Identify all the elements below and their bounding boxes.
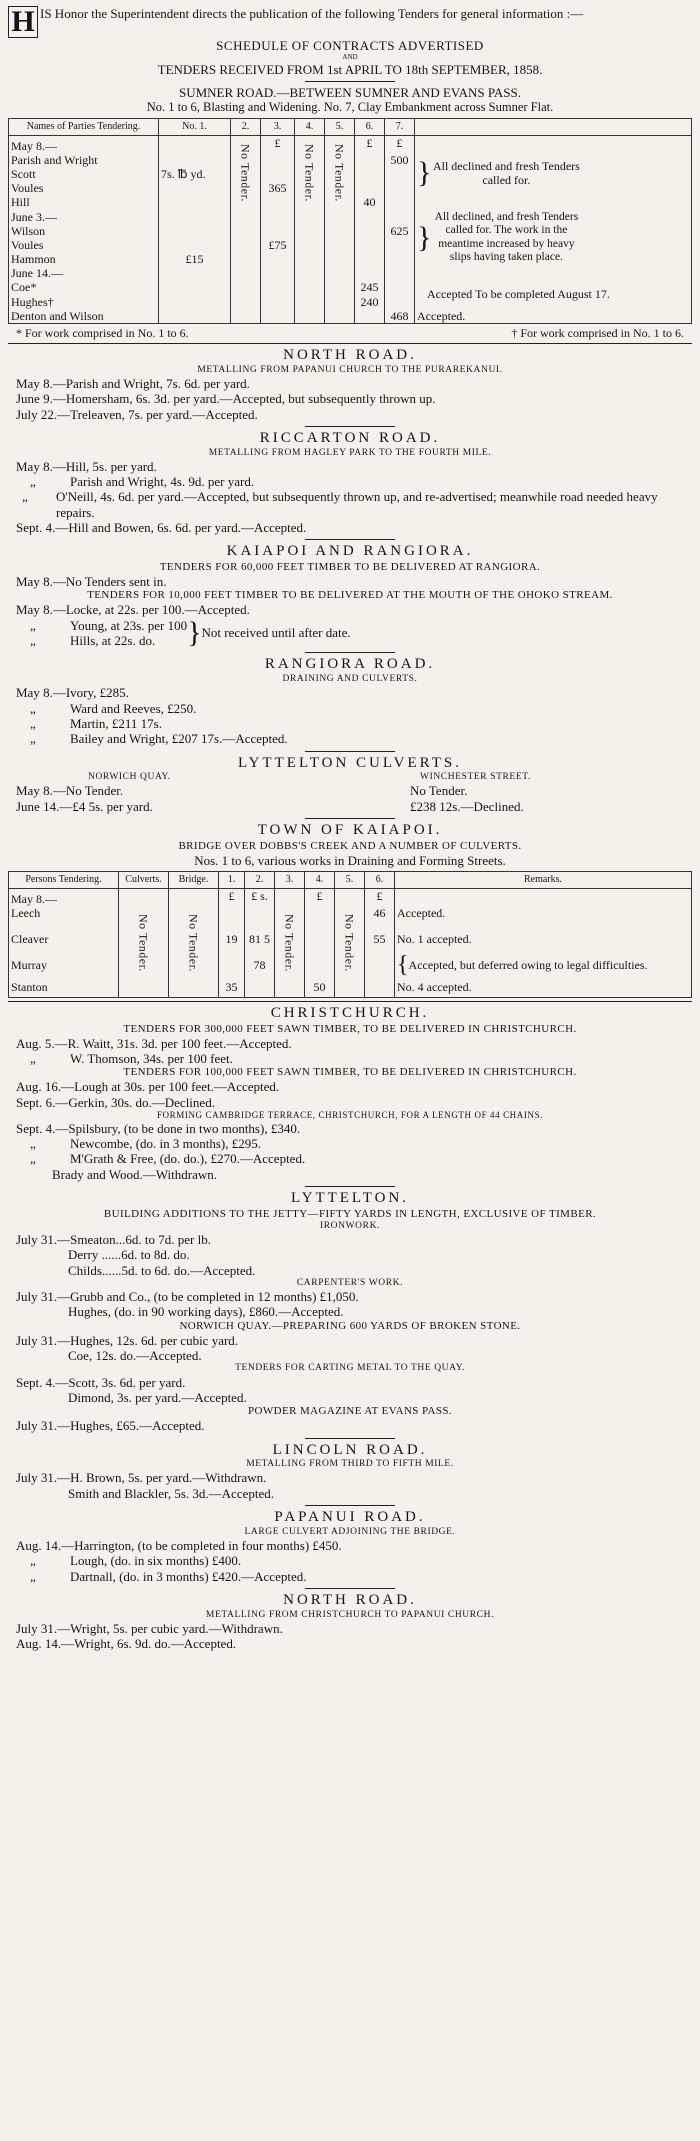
divider <box>305 1588 395 1589</box>
tender-line: July 31.—Grubb and Co., (to be completed in 12 months) £1,050. <box>16 1289 359 1305</box>
sumner-subtitle: No. 1 to 6, Blasting and Widening. No. 7, Clay Embankment across Sumner Flat. <box>146 100 554 115</box>
section-sub: BUILDING ADDITIONS TO THE JETTY—FIFTY YARDS IN LENGTH, EXCLUSIVE OF TIMBER. <box>103 1207 597 1220</box>
table-row: Voules 365 <box>9 181 692 195</box>
section-title: LINCOLN ROAD. <box>272 1441 428 1458</box>
tender-line: May 8.—Locke, at 22s. per 100.—Accepted. <box>16 602 250 618</box>
section-sub: CARPENTER'S WORK. <box>296 1277 404 1288</box>
tender-line: July 31.—Hughes, £65.—Accepted. <box>16 1418 205 1434</box>
section-sub: Nos. 1 to 6, various works in Draining and Forming Streets. <box>194 852 506 868</box>
table-row: Leech 46 Accepted. <box>9 906 692 928</box>
section-sub: TENDERS FOR 100,000 FEET SAWN TIMBER, TO BE DELIVERED IN CHRISTCHURCH. <box>123 1066 577 1079</box>
col-header: Names of Parties Tendering. <box>9 118 159 135</box>
section-sub: METALLING FROM HAGLEY PARK TO THE FOURTH MILE. <box>208 447 492 458</box>
sumner-title: SUMNER ROAD.—BETWEEN SUMNER AND EVANS PASS. <box>178 84 522 100</box>
tender-line: July 22.—Treleaven, 7s. per yard.—Accepted. <box>16 406 258 422</box>
sumner-table <box>8 118 692 324</box>
table-row: Murray 78 { Accepted, but deferred owing to legal difficulties. <box>9 950 692 980</box>
sumner-footnotes: * For work comprised in No. 1 to 6. † For work comprised in No. 1 to 6. <box>16 325 684 340</box>
tender-line: Aug. 14.—Wright, 6s. 9d. do.—Accepted. <box>16 1636 237 1652</box>
section-sub: NORWICH QUAY.—PREPARING 600 YARDS OF BROKEN STONE. <box>179 1319 521 1332</box>
section-sub: TENDERS FOR 300,000 FEET SAWN TIMBER, TO BE DELIVERED IN CHRISTCHURCH. <box>123 1022 577 1035</box>
table-row: May 8.— No Tender. No Tender. £ £ s. No Tender. £ No Tender. £ <box>9 888 692 906</box>
tender-line: July 31.—Wright, 5s. per cubic yard.—Withdrawn. <box>16 1620 283 1636</box>
tender-line: June 14.—£4 5s. per yard. <box>16 798 153 814</box>
tender-line: Dimond, 3s. per yard.—Accepted. <box>68 1389 247 1405</box>
table-row: Voules £75 <box>9 238 692 252</box>
col-header: 6. <box>355 118 385 135</box>
remark: All declined, and fresh Tenders called for. The work in the meantime increased by heavy slips having taken place. <box>434 210 579 264</box>
divider <box>305 426 395 427</box>
table-row: May 8.— No Tender. £ No Tender. No Tender. £ £ } All declined and fresh Tenders called for. <box>9 135 692 153</box>
tender-line: Derry ......6d. to 8d. do. <box>68 1247 190 1263</box>
section-sub: POWDER MAGAZINE AT EVANS PASS. <box>247 1405 453 1418</box>
section-title: KAIAPOI AND RANGIORA. <box>226 543 474 560</box>
tender-line: Sept. 4.—Spilsbury, (to be done in two months), £340. <box>16 1120 301 1136</box>
intro-paragraph <box>8 6 692 36</box>
tender-line: May 8.—Hill, 5s. per yard. <box>16 458 157 474</box>
remark: All declined and fresh Tenders called for. <box>432 158 580 187</box>
tender-line: July 31.—Smeaton...6d. to 7d. per lb. <box>16 1231 211 1247</box>
tender-line: W. Thomson, 34s. per 100 feet. <box>70 1051 233 1067</box>
section-sub: DRAINING AND CULVERTS. <box>282 674 418 684</box>
section-sub: METALLING FROM THIRD TO FIFTH MILE. <box>246 1459 454 1470</box>
tender-line: Bailey and Wright, £207 17s.—Accepted. <box>70 731 288 747</box>
tender-line: £238 12s.—Declined. <box>410 798 524 814</box>
tender-line: Sept. 6.—Gerkin, 30s. do.—Declined. <box>16 1094 215 1110</box>
col-header: No. 1. <box>159 118 231 135</box>
brace: { <box>397 952 409 978</box>
tender-line: Coe, 12s. do.—Accepted. <box>68 1348 202 1364</box>
section-title: NORTH ROAD. <box>283 1591 417 1608</box>
section-title: RANGIORA ROAD. <box>264 656 436 673</box>
col-header: 2. <box>231 118 261 135</box>
section-sub: TENDERS FOR 60,000 FEET TIMBER TO BE DELIVERED AT RANGIORA. <box>159 561 541 574</box>
divider <box>8 343 692 344</box>
tender-line: July 31.—Hughes, 12s. 6d. per cubic yard. <box>16 1332 239 1348</box>
col-header: 5. <box>325 118 355 135</box>
section-title: LYTTELTON. <box>290 1190 410 1207</box>
tender-line: May 8.—Parish and Wright, 7s. 6d. per yard. <box>16 375 250 391</box>
schedule-received: TENDERS RECEIVED FROM 1st APRIL TO 18th SEPTEMBER, 1858. <box>157 61 543 77</box>
divider <box>305 1186 395 1187</box>
col-header: 7. <box>385 118 415 135</box>
tender-line: Childs......5d. to 6d. do.—Accepted. <box>68 1262 256 1278</box>
brace: } <box>187 615 202 649</box>
remark: Accepted. <box>415 309 692 324</box>
no-tender-vertical: No Tender. <box>238 143 253 202</box>
section-sub: LARGE CULVERT ADJOINING THE BRIDGE. <box>244 1526 456 1537</box>
tender-line: Hills, at 22s. do. <box>70 632 156 648</box>
section-title: NORTH ROAD. <box>283 346 417 363</box>
remark: Accepted To be completed August 17. <box>427 287 610 302</box>
culverts-columns: NORWICH QUAY. May 8.—No Tender. June 14.—£4 5s. per yard. WINCHESTER STREET. No Tender. £238 12s.—Declined. <box>8 772 692 814</box>
section-title: CHRISTCHURCH. <box>270 1005 430 1022</box>
tender-line: July 31.—H. Brown, 5s. per yard.—Withdrawn. <box>16 1470 267 1486</box>
schedule-and: AND <box>342 53 358 62</box>
no-tender-vertical: No Tender. <box>186 914 201 972</box>
divider <box>305 1438 395 1439</box>
town-header-row: Persons Tendering. Culverts. Bridge. 1. 2. 3. 4. 5. 6. Remarks. <box>9 872 692 889</box>
col-header: 3. <box>261 118 295 135</box>
table-row: Hammon £15 <box>9 252 692 266</box>
tender-line: Lough, (do. in six months) £400. <box>70 1553 242 1569</box>
table-row: Scott 7s. ℔ yd. <box>9 167 692 181</box>
section-sub: TENDERS FOR CARTING METAL TO THE QUAY. <box>235 1363 465 1374</box>
drop-cap: H <box>8 6 38 38</box>
table-row: Coe* 245 Accepted To be completed August 17. <box>9 280 692 294</box>
divider <box>305 1505 395 1506</box>
tender-line: „ Parish and Wright, 4s. 9d. per yard. <box>30 474 255 490</box>
divider <box>305 652 395 653</box>
schedule-title: SCHEDULE OF CONTRACTS ADVERTISED <box>216 38 484 53</box>
table-row: June 14.— <box>9 266 692 280</box>
section-sub: METALLING FROM CHRISTCHURCH TO PAPANUI CHURCH. <box>205 1609 495 1620</box>
table-row: Denton and Wilson 468 Accepted. <box>9 309 692 324</box>
note: Not received until after date. <box>201 625 351 641</box>
section-sub: BRIDGE OVER DOBBS'S CREEK AND A NUMBER OF CULVERTS. <box>178 839 522 852</box>
divider <box>305 751 395 752</box>
brace: } <box>417 155 432 189</box>
tender-line: Martin, £211 17s. <box>70 715 162 731</box>
tender-line: „ O'Neill, 4s. 6d. per yard.—Accepted, but subsequently thrown up, and re-advertised; meanwhile road needed heavy repairs. <box>22 489 658 520</box>
tender-line: June 9.—Homersham, 6s. 3d. per yard.—Accepted, but subsequently thrown up. <box>16 391 436 407</box>
tender-line: May 8.—No Tenders sent in. <box>16 574 167 590</box>
tender-line: Aug. 5.—R. Waitt, 31s. 3d. per 100 feet.—Accepted. <box>16 1035 292 1051</box>
tender-line: Ward and Reeves, £250. <box>70 700 197 716</box>
brace: } <box>417 220 432 254</box>
intro-text: IS Honor the Superintendent directs the publication of the following Tenders for general information :— <box>40 6 584 21</box>
divider <box>305 539 395 540</box>
tender-line: Sept. 4.—Scott, 3s. 6d. per yard. <box>16 1374 186 1390</box>
town-table <box>8 871 692 998</box>
section-sub: IRONWORK. <box>319 1220 381 1231</box>
section-sub: TENDERS FOR 10,000 FEET TIMBER TO BE DELIVERED AT THE MOUTH OF THE OHOKO STREAM. <box>87 589 613 602</box>
no-tender-vertical: No Tender. <box>332 143 347 202</box>
section-title: TOWN OF KAIAPOI. <box>257 822 443 839</box>
no-tender-vertical: No Tender. <box>302 143 317 202</box>
tender-line: Dartnall, (do. in 3 months) £420.—Accepted. <box>70 1568 307 1584</box>
section-title: RICCARTON ROAD. <box>259 429 441 446</box>
table-row: Hill 40 <box>9 195 692 209</box>
tender-line: Brady and Wood.—Withdrawn. <box>52 1166 217 1182</box>
tender-line: May 8.—No Tender. <box>16 783 124 799</box>
tender-line: No Tender. <box>410 783 468 799</box>
section-title: PAPANUI ROAD. <box>274 1509 426 1526</box>
no-tender-vertical: No Tender. <box>342 914 357 972</box>
table-row: Wilson 625 <box>9 224 692 238</box>
sumner-header-row <box>9 118 692 135</box>
section-title: LYTTELTON CULVERTS. <box>237 754 463 771</box>
divider <box>8 1001 692 1002</box>
table-row: Cleaver 19 81 5 55 No. 1 accepted. <box>9 928 692 950</box>
section-sub: METALLING FROM PAPANUI CHURCH TO THE PURAREKANUI. <box>197 364 503 375</box>
table-row: Hughes† 240 <box>9 295 692 309</box>
divider <box>305 818 395 819</box>
tender-line: Newcombe, (do. in 3 months), £295. <box>70 1136 262 1152</box>
gazette-page: H IS Honor the Superintendent directs the publication of the following Tenders for general information :— SCHEDULE OF CONTRACTS ADVERTISED AND TENDERS RECEIVED FROM 1st APRIL TO 18th SEPTEMBER, 1858. SUMNER ROAD.—BETWEEN SUMNER AND EVANS PASS. No. 1 to 6, Blasting and Widening. No. 7, Clay Embankment across Sumner Flat. Names of Parties Tendering. No. 1. 2. 3. 4. 5. 6. 7. May 8.— No Tender. £ No Tender. No Tender. £ £ } All declined and fresh Tenders called for. Parish and Wright 500 Scott 7s. ℔ yd. Voules 365 Hill 40 June 3.— } All declined, and fresh Tenders called for. The work in the meantime increased by heavy slips having taken place. Wilson 625 Voules £75 Hammon £15 June 14.— Coe* 245 Accepted To be completed August 17. Hughes† 240 Denton and Wilson 468 Accepted. * For work comprised in No. 1 to 6. † For work comprised in No. 1 to 6. NORTH ROAD. METALLING FROM PAPANUI CHURCH TO THE PURAREKANUI. May 8.—Parish and Wright, 7s. 6d. per yard. June 9.—Homersham, 6s. 3d. per yard.—Accepted, but subsequently thrown up. July 22.—Treleaven, 7s. per yard.—Accepted. RICCARTON ROAD. METALLING FROM HAGLEY PARK TO THE FOURTH MILE. May 8.—Hill, 5s. per yard. „ Parish and Wright, 4s. 9d. per yard. „ O'Neill, 4s. 6d. per yard.—Accepted, but subsequently thrown up, and re-advertised; meanwhile road needed heavy repairs. Sept. 4.—Hill and Bowen, 6s. 6d. per yard.—Accepted. KAIAPOI AND RANGIORA. TENDERS FOR 60,000 FEET TIMBER TO BE DELIVERED AT RANGIORA. May 8.—No Tenders sent in. TENDERS FOR 10,000 FEET TIMBER TO BE DELIVERED AT THE MOUTH OF THE OHOKO STREAM. May 8.—Locke, at 22s. per 100.—Accepted. „ Young, at 23s. per 100 „ Hills, at 22s. do. } Not received until after date. RANGIORA ROAD. DRAINING AND CULVERTS. May 8.—Ivory, £285. „ Ward and Reeves, £250. „ Martin, £211 17s. „ Bailey and Wright, £207 17s.—Accepted. LYTTELTON CULVERTS. NORWICH QUAY. May 8.—No Tender. June 14.—£4 5s. per yard. WINCHESTER STREET. No Tender. £238 12s.—Declined. TOWN OF KAIAPOI. BRIDGE OVER DOBBS'S CREEK AND A NUMBER OF CULVERTS. Nos. 1 to 6, various works in Draining and Forming Streets. Persons Tendering. Culverts. Bridge. 1. 2. 3. 4. 5. 6. Remarks. May 8.— No Tender. No Tender. £ £ s. No Tender. £ No Tender. £ Leech 46 Accepted. Cleaver 19 81 5 55 No. 1 accepted. Murray 78 { Accepted, but deferred owing to legal difficulties. Stanton 35 50 No. 4 accepted. CHRISTCHURCH. TENDERS FOR 300,000 FEET SAWN TIMBER, TO BE DELIVERED IN CHRISTCHURCH. Aug. 5.—R. Waitt, 31s. 3d. per 100 feet.—Accepted. „ W. Thomson, 34s. per 100 feet. TENDERS FOR 100,000 FEET SAWN TIMBER, TO BE DELIVERED IN CHRISTCHURCH. Aug. 16.—Lough at 30s. per 100 feet.—Accepted. Sept. 6.—Gerkin, 30s. do.—Declined. FORMING CAMBRIDGE TERRACE, CHRISTCHURCH, FOR A LENGTH OF 44 CHAINS. Sept. 4.—Spilsbury, (to be done in two months), £340. „ Newcombe, (do. in 3 months), £295. „ M'Grath & Free, (do. do.), £270.—Accepted. Brady and Wood.—Withdrawn. LYTTELTON. BUILDING ADDITIONS TO THE JETTY—FIFTY YARDS IN LENGTH, EXCLUSIVE OF TIMBER. IRONWORK. July 31.—Smeaton...6d. to 7d. per lb. Derry ......6d. to 8d. do. Childs......5d. to 6d. do.—Accepted. CARPENTER'S WORK. July 31.—Grubb and Co., (to be completed in 12 months) £1,050. Hughes, (do. in 90 working days), £860.—Accepted. NORWICH QUAY.—PREPARING 600 YARDS OF BROKEN STONE. July 31.—Hughes, 12s. 6d. per cubic yard. Coe, 12s. do.—Accepted. TENDERS FOR CARTING METAL TO THE QUAY. Sept. 4.—Scott, 3s. 6d. per yard. Dimond, 3s. per yard.—Accepted. POWDER MAGAZINE AT EVANS PASS. July 31.—Hughes, £65.—Accepted. LINCOLN ROAD. METALLING FROM THIRD TO FIFTH MILE. July 31.—H. Brown, 5s. per yard.—Withdrawn. Smith and Blackler, 5s. 3d.—Accepted. PAPANUI ROAD. LARGE CULVERT ADJOINING THE BRIDGE. Aug. 14.—Harrington, (to be completed in four months) £450. „ Lough, (do. in six months) £400. „ Dartnall, (do. in 3 months) £420.—Accepted. NORTH ROAD. METALLING FROM CHRISTCHURCH TO PAPANUI CHURCH. July 31.—Wright, 5s. per cubic yard.—Withdrawn. Aug. 14.—Wright, 6s. 9d. do.—Accepted. <box>0 0 700 1655</box>
tender-line: Sept. 4.—Hill and Bowen, 6s. 6d. per yard.—Accepted. <box>16 520 307 536</box>
table-row: Stanton 35 50 No. 4 accepted. <box>9 980 692 998</box>
tender-line: Aug. 14.—Harrington, (to be completed in four months) £450. <box>16 1537 342 1553</box>
no-tender-vertical: No Tender. <box>282 914 297 972</box>
tender-line: Aug. 16.—Lough at 30s. per 100 feet.—Accepted. <box>16 1079 280 1095</box>
tender-line: Young, at 23s. per 100 <box>70 617 188 633</box>
tender-line: May 8.—Ivory, £285. <box>16 685 129 701</box>
divider <box>305 81 395 82</box>
tender-line: Hughes, (do. in 90 working days), £860.—Accepted. <box>68 1304 344 1320</box>
tender-line: Smith and Blackler, 5s. 3d.—Accepted. <box>68 1485 274 1501</box>
tender-group: „ Young, at 23s. per 100 „ Hills, at 22s. do. } Not received until after date. <box>30 615 351 649</box>
table-row: June 3.— } All declined, and fresh Tenders called for. The work in the meantime increased by heavy slips having taken place. <box>9 210 692 224</box>
no-tender-vertical: No Tender. <box>136 914 151 972</box>
section-sub: FORMING CAMBRIDGE TERRACE, CHRISTCHURCH, FOR A LENGTH OF 44 CHAINS. <box>156 1110 544 1121</box>
col-header: 4. <box>295 118 325 135</box>
table-row: Parish and Wright 500 <box>9 153 692 167</box>
tender-line: M'Grath & Free, (do. do.), £270.—Accepted. <box>70 1151 306 1167</box>
